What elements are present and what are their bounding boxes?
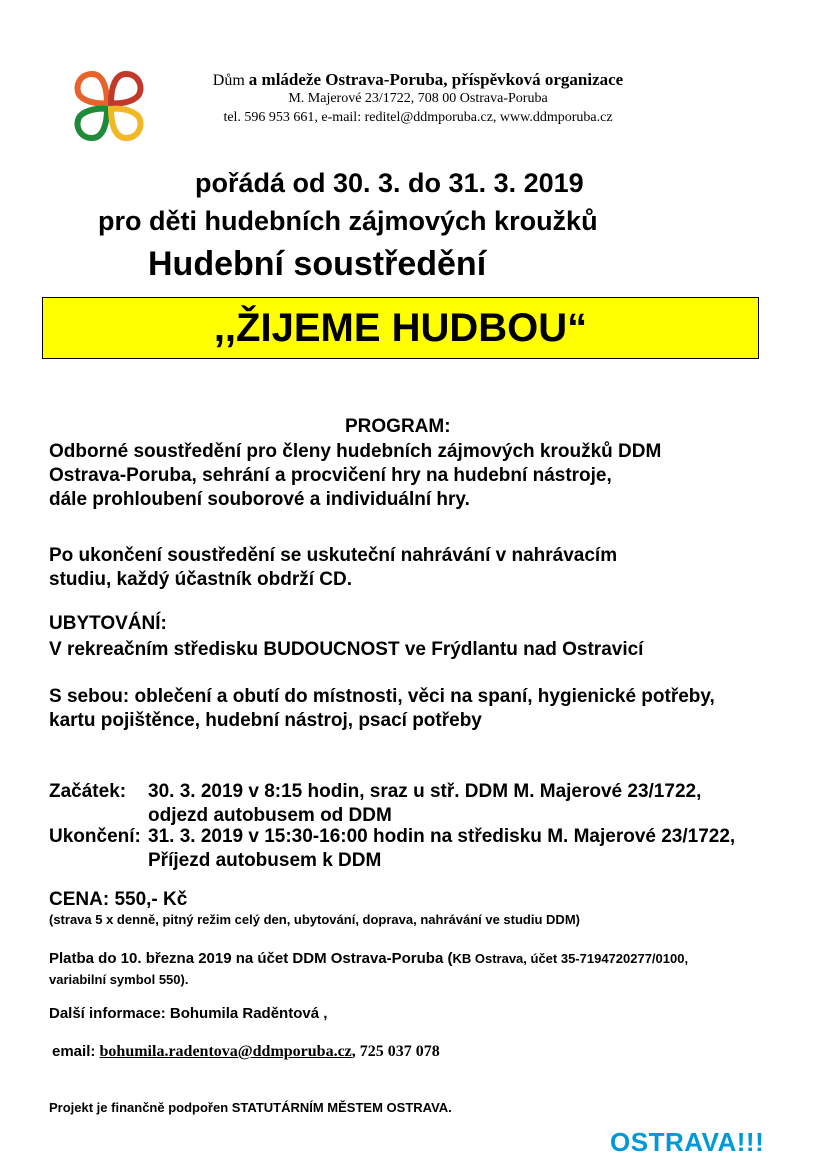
start-details bbox=[148, 780, 701, 828]
payment-main: Platba do 10. března 2019 na účet DDM Ostrava-Poruba ( bbox=[49, 950, 453, 967]
accommodation-heading: UBYTOVÁNÍ: bbox=[49, 613, 167, 634]
payment-line-1 bbox=[49, 950, 688, 968]
start-label: Začátek: bbox=[49, 781, 127, 802]
start-line: 30. 3. 2019 v 8:15 hodin, sraz u stř. DDM M. Majerové 23/1722, bbox=[148, 781, 702, 802]
contact-phone: , 725 037 078 bbox=[351, 1043, 440, 1060]
program-paragraph-2 bbox=[49, 544, 617, 592]
event-audience: pro děti hudebních zájmových kroužků bbox=[98, 206, 598, 236]
end-label: Ukončení: bbox=[49, 826, 141, 847]
bring-line: S sebou: oblečení a obutí do místnosti, věci na spaní, hygienické potřeby, bbox=[49, 686, 715, 707]
program-line: Po ukončení soustředění se uskuteční nahrávání v nahrávacím bbox=[49, 545, 618, 566]
payment-line-2: variabilní symbol 550). bbox=[49, 972, 189, 987]
clover-logo-icon bbox=[70, 68, 148, 144]
org-name bbox=[178, 70, 658, 90]
start-line: odjezd autobusem od DDM bbox=[148, 805, 392, 826]
contact-person: Další informace: Bohumila Raděntová , bbox=[49, 1005, 328, 1022]
program-line: Odborné soustředění pro členy hudebních zájmových kroužků DDM bbox=[49, 441, 662, 462]
price-label: CENA: 550,- Kč bbox=[49, 889, 188, 910]
program-line: Ostrava-Poruba, sehrání a procvičení hry na hudební nástroje, bbox=[49, 465, 612, 486]
accommodation-text: V rekreačním středisku BUDOUCNOST ve Frýdlantu nad Ostravicí bbox=[49, 639, 644, 660]
end-details bbox=[148, 825, 735, 873]
program-line: dále prohloubení souborové a individuální hry. bbox=[49, 489, 470, 510]
program-heading: PROGRAM: bbox=[345, 416, 451, 437]
end-line: 31. 3. 2019 v 15:30-16:00 hodin na středisku M. Majerové 23/1722, bbox=[148, 826, 736, 847]
org-address: M. Majerové 23/1722, 708 00 Ostrava-Poruba bbox=[288, 91, 548, 106]
program-paragraph-1 bbox=[49, 440, 661, 512]
email-link[interactable]: bohumila.radentova@ddmporuba.cz bbox=[99, 1043, 352, 1060]
contact-email-line bbox=[52, 1043, 440, 1061]
org-contact: tel. 596 953 661, e-mail: reditel@ddmporuba.cz, www.ddmporuba.cz bbox=[223, 110, 613, 125]
event-title: Hudební soustředění bbox=[148, 245, 487, 283]
bring-line: kartu pojištěnce, hudební nástroj, psací potřeby bbox=[49, 710, 482, 731]
email-label: email: bbox=[52, 1043, 100, 1060]
program-line: studiu, každý účastník obdrží CD. bbox=[49, 569, 352, 590]
price-note: (strava 5 x denně, pitný režim celý den, ubytování, doprava, nahrávání ve studiu DDM) bbox=[49, 912, 580, 927]
org-name-rest: a mládeže Ostrava-Poruba, příspěvková organizace bbox=[248, 70, 624, 89]
support-note: Projekt je finančně podpořen STATUTÁRNÍM MĚSTEM OSTRAVA. bbox=[49, 1100, 452, 1115]
org-name-prefix: Dům bbox=[212, 72, 249, 89]
event-dates: pořádá od 30. 3. do 31. 3. 2019 bbox=[195, 168, 584, 198]
banner-title: ,,ŽIJEME HUDBOU“ bbox=[213, 306, 588, 350]
payment-account: KB Ostrava, účet 35-7194720277/0100, bbox=[452, 951, 689, 966]
bring-list bbox=[49, 685, 715, 733]
ostrava-city-logo: OSTRAVA!!! bbox=[610, 1127, 765, 1157]
end-line: Příjezd autobusem k DDM bbox=[148, 850, 382, 871]
